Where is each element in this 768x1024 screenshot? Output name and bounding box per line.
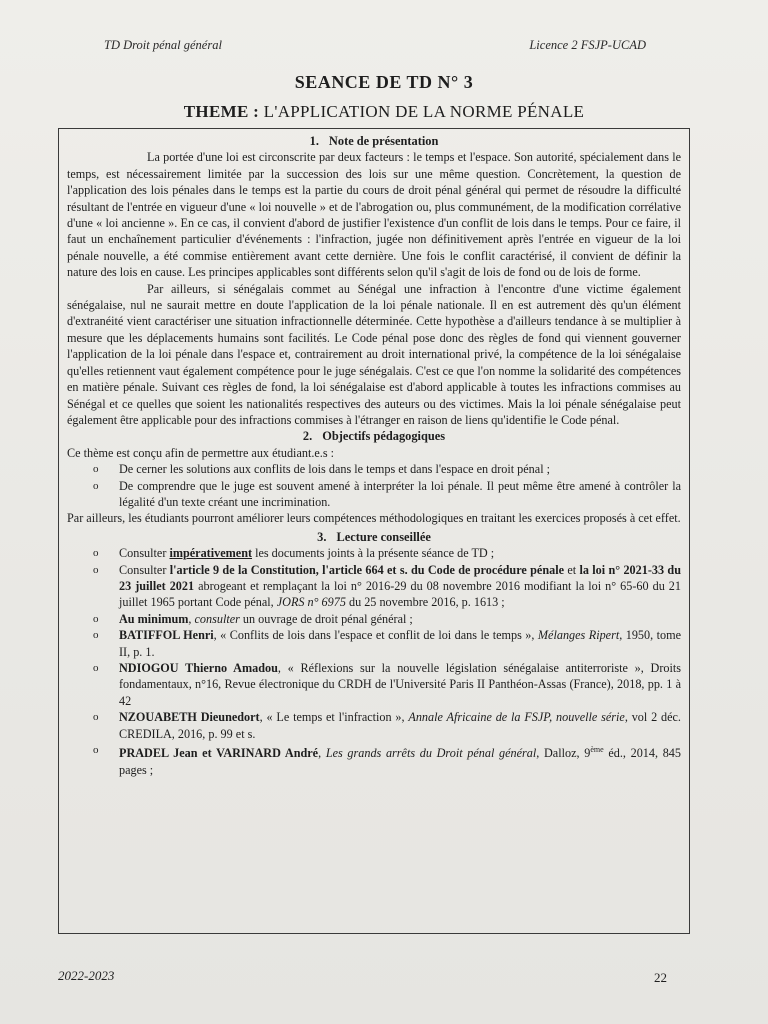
header-level: Licence 2 FSJP-UCAD — [529, 38, 646, 52]
objectifs-list — [67, 461, 681, 510]
section-number: 1. — [309, 134, 319, 148]
bullet-icon: o — [93, 463, 99, 476]
objectifs-outro: Par ailleurs, les étudiants pourront améliorer leurs compétences méthodologiques en traitant les exercices proposés à cet effet. — [67, 511, 681, 526]
objectifs-intro: Ce thème est conçu afin de permettre aux étudiant.e.s : — [67, 445, 335, 460]
academic-year: 2022-2023 — [58, 968, 115, 983]
section-heading-lecture — [67, 529, 681, 545]
header-course: TD Droit pénal général — [104, 38, 222, 52]
section-title: Lecture conseillée — [336, 529, 431, 544]
list-item: o NDIOGOU Thierno Amadou, « Réflexions sur la nouvelle législation sénégalaise antiterroriste », Droits fondamentaux, n°16, Revue électronique du CRDH de l'Université Paris II Panthéon-Assas (France), 2018, pp. 1 à 42 — [93, 661, 681, 708]
list-item: o Consulter l'article 9 de la Constitution, l'article 664 et s. du Code de procédure pénale et la loi n° 2021-33 du 23 juillet 2021 abrogeant et remplaçant la loi n° 2016-29 du 08 novembre 2016 modifiant la loi n° 65-60 du 21 juillet 1965 portant Code pénal, JORS n° 6975 du 25 novembre 2016, p. 1613 ; — [93, 562, 681, 610]
bullet-icon: o — [93, 479, 99, 492]
theme-label: THEME : — [183, 102, 260, 121]
bullet-icon: o — [93, 612, 99, 625]
bullet-icon: o — [93, 662, 99, 674]
section-number: 3. — [317, 529, 327, 544]
theme-title — [0, 102, 768, 122]
section-title: Objectifs pédagogiques — [322, 429, 446, 444]
presentation-paragraph-2: Par ailleurs, si sénégalais commet au Sénégal une infraction à l'encontre d'une victime également sénégalaise, nul ne saurait mettre en doute l'application de la loi pénale nationale. Il en est autrement dès qu'un élément d'extranéité vient caractériser une situation infractionnelle déterminée. Cette hypothèse a d'ailleurs tendance à se multiplier à mesure que les déplacements humains sont facilités. Le Code pénal pose donc des règles de fond qui viennent gouverner l'application de la loi pénale dans l'espace et, contrairement au droit international privé, la compétence de la loi sénégalaise qu'elles retiennent vaut également compétence pour le juge sénégalais. C'est ce que l'on nomme la solidarité des compétences en matière pénale. Suivant ces règles de fond, la loi sénégalaise est d'abord applicable à toutes les infractions commises au Sénégal et ce quelles que soient les nationalités respectives des auteurs ou des victimes. Mais la loi pénale sénégalaise peut également être applicable pour des infractions commises à l'étranger en raison de liens qu'identifie le Code pénal. — [67, 281, 681, 427]
bullet-icon: o — [93, 547, 99, 560]
list-item: o De comprendre que le juge est souvent amené à interpréter la loi pénale. Il peut même être amené à contrôler la légalité d'un texte créant une incrimination. — [93, 478, 681, 509]
list-item: o De cerner les solutions aux conflits de lois dans le temps et dans l'espace en droit pénal ; — [93, 462, 551, 477]
list-item: o PRADEL Jean et VARINARD André, Les grands arrêts du Droit pénal général, Dalloz, 9ème éd., 2014, 845 pages ; — [93, 744, 681, 777]
bullet-icon: o — [93, 711, 99, 724]
section-title: Note de présentation — [328, 134, 439, 148]
list-item: o NZOUABETH Dieunedort, « Le temps et l'infraction », Annale Africaine de la FSJP, nouvelle série, vol 2 déc. CREDILA, 2016, p. 99 et s. — [93, 710, 681, 741]
content-box — [58, 128, 690, 934]
bullet-icon: o — [93, 563, 99, 576]
section-number: 2. — [302, 429, 313, 444]
presentation-paragraph-1: La portée d'une loi est circonscrite par deux facteurs : le temps et l'espace. Son autorité, spécialement dans le temps, est nécessairement limitée par la succession des lois sur une même question. Concrètement, la question de l'application des lois pénales dans le temps est la partie du cours de droit pénal général qui permet de résoudre la difficulté résultant de l'entrée en vigueur d'une « loi nouvelle » et de l'abrogation ou, plus communément, de la modification corrélative d'une « loi ancienne ». En ce cas, il convient d'abord de justifier l'existence d'un conflit de lois dans le temps. Pour ce faire, il faut un enchaînement particulier d'événements : l'infraction, jugée non définitivement après l'entrée en vigueur de la loi pénale nouvelle, a été commise entièrement avant cette dernière. Une fois le conflit caractérisé, il convient de définir la nature des lois en cause. Les principes applicables sont différents selon qu'il s'agit de lois de fond ou de lois de forme. — [67, 150, 681, 280]
section-heading-presentation — [67, 133, 681, 149]
section-heading-objectifs — [67, 428, 681, 444]
list-item: o BATIFFOL Henri, « Conflits de lois dans l'espace et conflit de loi dans le temps », Mélanges Ripert, 1950, tome II, p. 1. — [93, 628, 681, 659]
bullet-icon: o — [93, 629, 99, 642]
theme-text: L'APPLICATION DE LA NORME PÉNALE — [263, 102, 585, 121]
list-item: o Au minimum, consulter un ouvrage de droit pénal général ; — [93, 611, 413, 626]
list-item: o Consulter impérativement les documents joints à la présente séance de TD ; — [93, 546, 495, 561]
page-number: 22 — [654, 970, 667, 985]
lecture-list — [67, 545, 681, 778]
session-title: SEANCE DE TD N° 3 — [294, 72, 474, 92]
bullet-icon: o — [93, 744, 99, 757]
